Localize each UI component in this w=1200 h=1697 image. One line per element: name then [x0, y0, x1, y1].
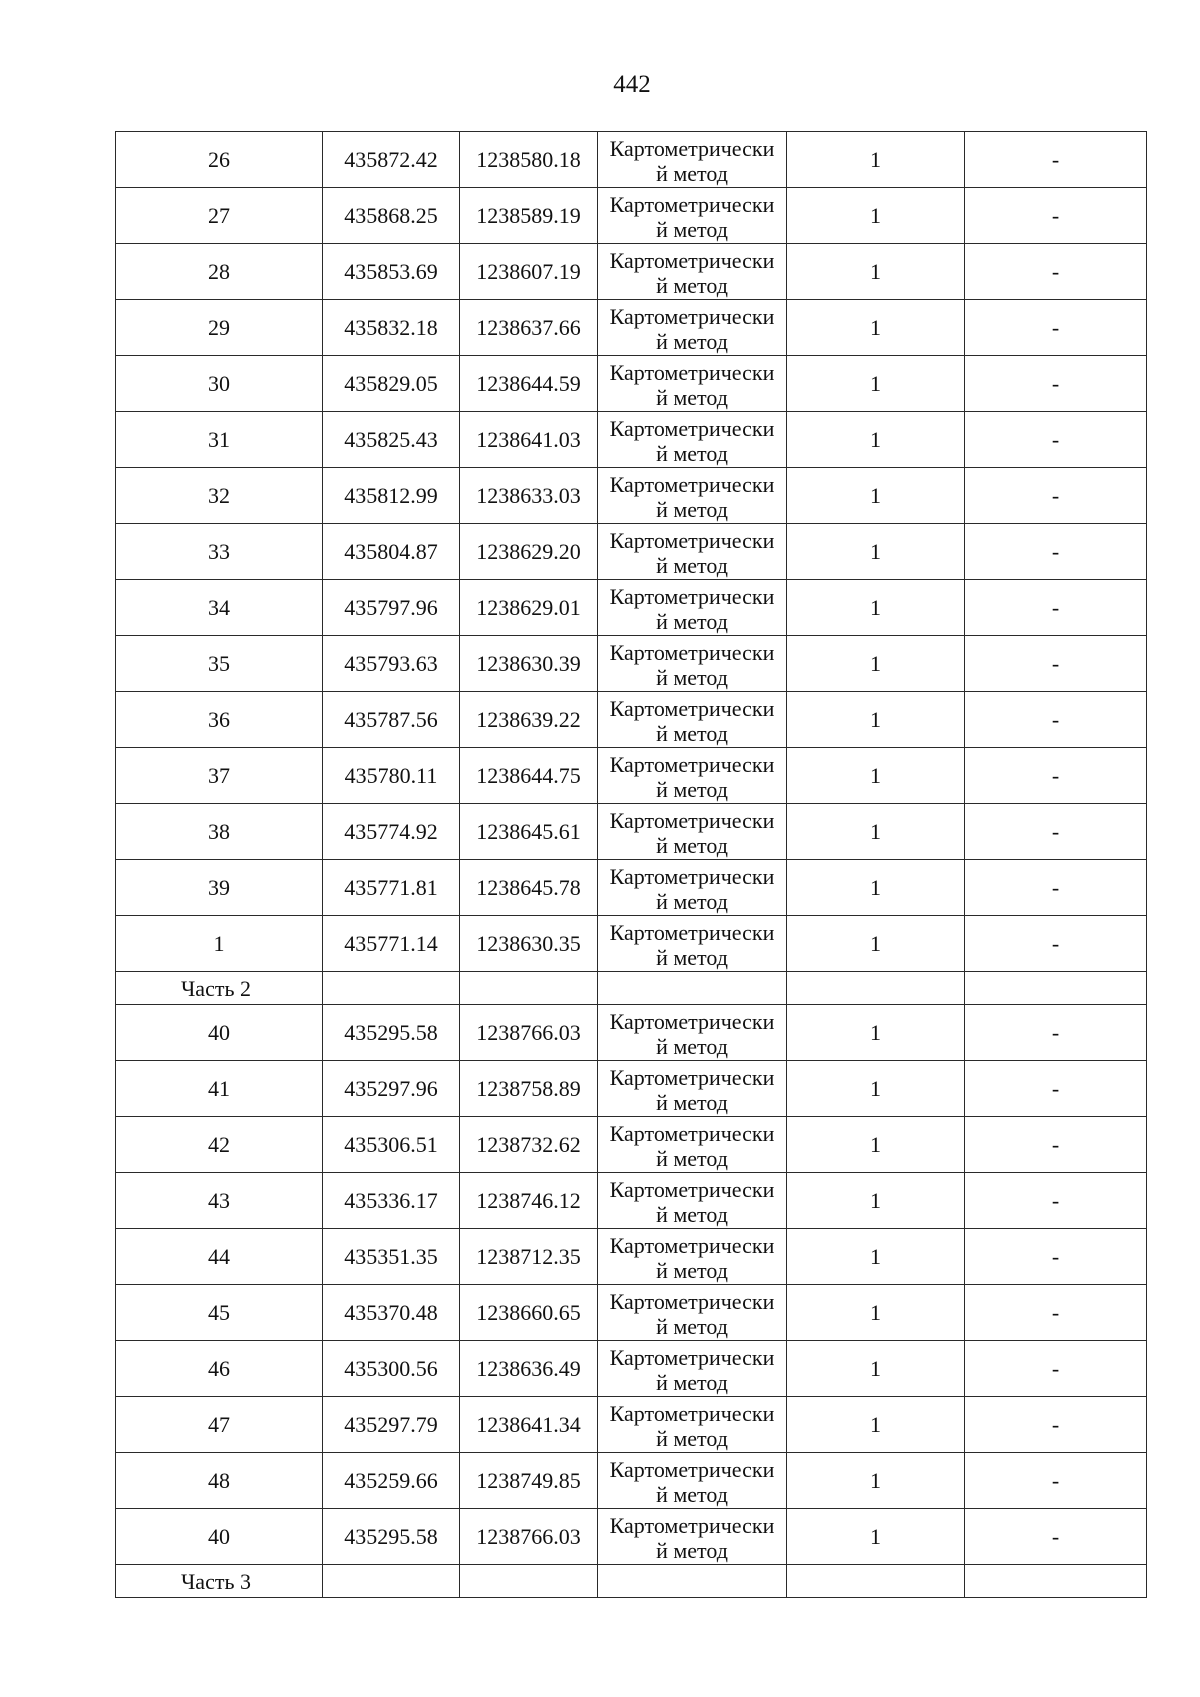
point-number-cell: 47	[116, 1397, 323, 1453]
method-line-2: й метод	[656, 496, 728, 522]
method-cell	[598, 636, 787, 692]
part-header-row	[116, 972, 1147, 1005]
accuracy-cell: 1	[787, 132, 965, 188]
y-coordinate-cell: 1238645.78	[460, 860, 598, 916]
accuracy-cell: 1	[787, 1285, 965, 1341]
method-line-1: Картометрически	[609, 863, 775, 889]
method-line-2: й метод	[656, 216, 728, 242]
empty-cell	[598, 972, 787, 1005]
accuracy-cell: 1	[787, 748, 965, 804]
point-number-cell: 44	[116, 1229, 323, 1285]
note-cell: -	[965, 300, 1147, 356]
page-number: 442	[613, 71, 651, 98]
accuracy-cell: 1	[787, 356, 965, 412]
x-coordinate-cell: 435793.63	[323, 636, 460, 692]
note-cell: -	[965, 1341, 1147, 1397]
y-coordinate-cell: 1238749.85	[460, 1453, 598, 1509]
y-coordinate-cell: 1238629.20	[460, 524, 598, 580]
table-row	[116, 1173, 1147, 1229]
table-row	[116, 748, 1147, 804]
accuracy-cell: 1	[787, 692, 965, 748]
table-row	[116, 1061, 1147, 1117]
y-coordinate-cell: 1238746.12	[460, 1173, 598, 1229]
method-line-1: Картометрически	[609, 471, 775, 497]
method-cell	[598, 356, 787, 412]
method-line-1: Картометрически	[609, 1456, 775, 1482]
method-line-1: Картометрически	[609, 1008, 775, 1034]
table-row	[116, 1229, 1147, 1285]
method-cell	[598, 860, 787, 916]
accuracy-cell: 1	[787, 244, 965, 300]
accuracy-cell: 1	[787, 1061, 965, 1117]
method-cell	[598, 1061, 787, 1117]
method-line-2: й метод	[656, 1369, 728, 1395]
method-cell	[598, 804, 787, 860]
method-line-2: й метод	[656, 440, 728, 466]
note-cell: -	[965, 468, 1147, 524]
note-cell: -	[965, 1061, 1147, 1117]
point-number-cell: 45	[116, 1285, 323, 1341]
y-coordinate-cell: 1238629.01	[460, 580, 598, 636]
accuracy-cell: 1	[787, 1397, 965, 1453]
part-header-row	[116, 1565, 1147, 1598]
method-line-1: Картометрически	[609, 1400, 775, 1426]
note-cell: -	[965, 1117, 1147, 1173]
x-coordinate-cell: 435832.18	[323, 300, 460, 356]
x-coordinate-cell: 435259.66	[323, 1453, 460, 1509]
table-row	[116, 1509, 1147, 1565]
method-cell	[598, 412, 787, 468]
method-line-1: Картометрически	[609, 583, 775, 609]
accuracy-cell: 1	[787, 1453, 965, 1509]
table-row	[116, 356, 1147, 412]
note-cell: -	[965, 412, 1147, 468]
note-cell: -	[965, 524, 1147, 580]
x-coordinate-cell: 435797.96	[323, 580, 460, 636]
x-coordinate-cell: 435297.96	[323, 1061, 460, 1117]
method-line-1: Картометрически	[609, 919, 775, 945]
x-coordinate-cell: 435297.79	[323, 1397, 460, 1453]
note-cell: -	[965, 1285, 1147, 1341]
method-line-2: й метод	[656, 1313, 728, 1339]
note-cell: -	[965, 1173, 1147, 1229]
y-coordinate-cell: 1238633.03	[460, 468, 598, 524]
method-line-2: й метод	[656, 1201, 728, 1227]
empty-cell	[598, 1565, 787, 1598]
y-coordinate-cell: 1238630.39	[460, 636, 598, 692]
method-cell	[598, 300, 787, 356]
method-cell	[598, 1229, 787, 1285]
table-row	[116, 1117, 1147, 1173]
note-cell: -	[965, 804, 1147, 860]
method-line-2: й метод	[656, 384, 728, 410]
point-number-cell: 37	[116, 748, 323, 804]
table-row	[116, 916, 1147, 972]
accuracy-cell: 1	[787, 804, 965, 860]
accuracy-cell: 1	[787, 1341, 965, 1397]
method-cell	[598, 916, 787, 972]
method-line-2: й метод	[656, 1481, 728, 1507]
accuracy-cell: 1	[787, 1117, 965, 1173]
accuracy-cell: 1	[787, 524, 965, 580]
method-cell	[598, 1173, 787, 1229]
method-line-2: й метод	[656, 1089, 728, 1115]
empty-cell	[460, 972, 598, 1005]
method-line-1: Картометрически	[609, 1512, 775, 1538]
y-coordinate-cell: 1238712.35	[460, 1229, 598, 1285]
point-number-cell: 36	[116, 692, 323, 748]
y-coordinate-cell: 1238641.03	[460, 412, 598, 468]
accuracy-cell: 1	[787, 188, 965, 244]
accuracy-cell: 1	[787, 1005, 965, 1061]
method-line-2: й метод	[656, 1425, 728, 1451]
note-cell: -	[965, 132, 1147, 188]
method-line-2: й метод	[656, 328, 728, 354]
note-cell: -	[965, 860, 1147, 916]
point-number-cell: 31	[116, 412, 323, 468]
point-number-cell: 40	[116, 1005, 323, 1061]
note-cell: -	[965, 1229, 1147, 1285]
y-coordinate-cell: 1238644.59	[460, 356, 598, 412]
method-cell	[598, 244, 787, 300]
method-cell	[598, 580, 787, 636]
accuracy-cell: 1	[787, 860, 965, 916]
y-coordinate-cell: 1238630.35	[460, 916, 598, 972]
method-line-2: й метод	[656, 832, 728, 858]
method-line-1: Картометрически	[609, 415, 775, 441]
x-coordinate-cell: 435336.17	[323, 1173, 460, 1229]
point-number-cell: 38	[116, 804, 323, 860]
accuracy-cell: 1	[787, 1173, 965, 1229]
method-cell	[598, 1453, 787, 1509]
note-cell: -	[965, 636, 1147, 692]
accuracy-cell: 1	[787, 1509, 965, 1565]
x-coordinate-cell: 435780.11	[323, 748, 460, 804]
method-line-2: й метод	[656, 272, 728, 298]
x-coordinate-cell: 435771.81	[323, 860, 460, 916]
method-line-1: Картометрически	[609, 527, 775, 553]
table-row	[116, 692, 1147, 748]
method-cell	[598, 692, 787, 748]
y-coordinate-cell: 1238732.62	[460, 1117, 598, 1173]
point-number-cell: 26	[116, 132, 323, 188]
x-coordinate-cell: 435295.58	[323, 1509, 460, 1565]
method-line-1: Картометрически	[609, 359, 775, 385]
table-row	[116, 1453, 1147, 1509]
y-coordinate-cell: 1238580.18	[460, 132, 598, 188]
y-coordinate-cell: 1238607.19	[460, 244, 598, 300]
table-row	[116, 580, 1147, 636]
y-coordinate-cell: 1238639.22	[460, 692, 598, 748]
table-row	[116, 300, 1147, 356]
accuracy-cell: 1	[787, 412, 965, 468]
point-number-cell: 30	[116, 356, 323, 412]
method-line-2: й метод	[656, 888, 728, 914]
method-line-1: Картометрически	[609, 1288, 775, 1314]
empty-cell	[787, 1565, 965, 1598]
note-cell: -	[965, 1005, 1147, 1061]
y-coordinate-cell: 1238589.19	[460, 188, 598, 244]
y-coordinate-cell: 1238766.03	[460, 1005, 598, 1061]
method-line-1: Картометрически	[609, 303, 775, 329]
empty-cell	[460, 1565, 598, 1598]
note-cell: -	[965, 356, 1147, 412]
y-coordinate-cell: 1238758.89	[460, 1061, 598, 1117]
y-coordinate-cell: 1238644.75	[460, 748, 598, 804]
method-cell	[598, 132, 787, 188]
table-row	[116, 1397, 1147, 1453]
table-row	[116, 524, 1147, 580]
point-number-cell: 1	[116, 916, 323, 972]
method-line-1: Картометрически	[609, 751, 775, 777]
x-coordinate-cell: 435774.92	[323, 804, 460, 860]
method-line-1: Картометрически	[609, 695, 775, 721]
table-row	[116, 468, 1147, 524]
point-number-cell: 46	[116, 1341, 323, 1397]
method-line-2: й метод	[656, 720, 728, 746]
note-cell: -	[965, 1509, 1147, 1565]
x-coordinate-cell: 435370.48	[323, 1285, 460, 1341]
note-cell: -	[965, 188, 1147, 244]
method-line-2: й метод	[656, 1145, 728, 1171]
method-line-1: Картометрически	[609, 1176, 775, 1202]
point-number-cell: 27	[116, 188, 323, 244]
note-cell: -	[965, 1453, 1147, 1509]
table-row	[116, 860, 1147, 916]
method-line-2: й метод	[656, 1033, 728, 1059]
table-row	[116, 244, 1147, 300]
point-number-cell: 33	[116, 524, 323, 580]
point-number-cell: 43	[116, 1173, 323, 1229]
point-number-cell: 40	[116, 1509, 323, 1565]
note-cell: -	[965, 692, 1147, 748]
method-cell	[598, 748, 787, 804]
x-coordinate-cell: 435829.05	[323, 356, 460, 412]
point-number-cell: 32	[116, 468, 323, 524]
method-line-1: Картометрически	[609, 807, 775, 833]
empty-cell	[787, 972, 965, 1005]
x-coordinate-cell: 435868.25	[323, 188, 460, 244]
note-cell: -	[965, 916, 1147, 972]
x-coordinate-cell: 435812.99	[323, 468, 460, 524]
method-line-2: й метод	[656, 1257, 728, 1283]
method-line-2: й метод	[656, 608, 728, 634]
note-cell: -	[965, 244, 1147, 300]
note-cell: -	[965, 748, 1147, 804]
method-line-2: й метод	[656, 664, 728, 690]
method-cell	[598, 468, 787, 524]
coordinates-table-body	[116, 132, 1147, 1598]
point-number-cell: 35	[116, 636, 323, 692]
y-coordinate-cell: 1238766.03	[460, 1509, 598, 1565]
coordinates-table	[115, 131, 1147, 1598]
method-cell	[598, 1285, 787, 1341]
x-coordinate-cell: 435872.42	[323, 132, 460, 188]
method-line-1: Картометрически	[609, 1232, 775, 1258]
accuracy-cell: 1	[787, 636, 965, 692]
empty-cell	[323, 1565, 460, 1598]
point-number-cell: 41	[116, 1061, 323, 1117]
x-coordinate-cell: 435295.58	[323, 1005, 460, 1061]
table-row	[116, 1285, 1147, 1341]
table-row	[116, 804, 1147, 860]
point-number-cell: 28	[116, 244, 323, 300]
note-cell: -	[965, 580, 1147, 636]
point-number-cell: 39	[116, 860, 323, 916]
point-number-cell: 29	[116, 300, 323, 356]
method-line-2: й метод	[656, 160, 728, 186]
accuracy-cell: 1	[787, 916, 965, 972]
method-line-1: Картометрически	[609, 247, 775, 273]
point-number-cell: 48	[116, 1453, 323, 1509]
x-coordinate-cell: 435787.56	[323, 692, 460, 748]
table-row	[116, 412, 1147, 468]
method-cell	[598, 188, 787, 244]
accuracy-cell: 1	[787, 1229, 965, 1285]
method-line-2: й метод	[656, 1537, 728, 1563]
empty-cell	[323, 972, 460, 1005]
y-coordinate-cell: 1238645.61	[460, 804, 598, 860]
point-number-cell: 42	[116, 1117, 323, 1173]
method-line-2: й метод	[656, 552, 728, 578]
y-coordinate-cell: 1238637.66	[460, 300, 598, 356]
x-coordinate-cell: 435300.56	[323, 1341, 460, 1397]
x-coordinate-cell: 435351.35	[323, 1229, 460, 1285]
table-row	[116, 188, 1147, 244]
table-row	[116, 132, 1147, 188]
table-row	[116, 636, 1147, 692]
table-row	[116, 1341, 1147, 1397]
method-cell	[598, 1397, 787, 1453]
x-coordinate-cell: 435825.43	[323, 412, 460, 468]
part-label: Часть 3	[116, 1565, 323, 1598]
empty-cell	[965, 1565, 1147, 1598]
method-line-1: Картометрически	[609, 639, 775, 665]
x-coordinate-cell: 435853.69	[323, 244, 460, 300]
method-line-1: Картометрически	[609, 1064, 775, 1090]
y-coordinate-cell: 1238641.34	[460, 1397, 598, 1453]
method-line-1: Картометрически	[609, 1120, 775, 1146]
method-line-2: й метод	[656, 776, 728, 802]
method-cell	[598, 1341, 787, 1397]
part-label: Часть 2	[116, 972, 323, 1005]
accuracy-cell: 1	[787, 300, 965, 356]
method-cell	[598, 1005, 787, 1061]
x-coordinate-cell: 435771.14	[323, 916, 460, 972]
table-row	[116, 1005, 1147, 1061]
method-cell	[598, 1509, 787, 1565]
method-line-2: й метод	[656, 944, 728, 970]
method-line-1: Картометрически	[609, 191, 775, 217]
y-coordinate-cell: 1238660.65	[460, 1285, 598, 1341]
x-coordinate-cell: 435306.51	[323, 1117, 460, 1173]
method-cell	[598, 1117, 787, 1173]
y-coordinate-cell: 1238636.49	[460, 1341, 598, 1397]
note-cell: -	[965, 1397, 1147, 1453]
method-line-1: Картометрически	[609, 1344, 775, 1370]
method-line-1: Картометрически	[609, 135, 775, 161]
point-number-cell: 34	[116, 580, 323, 636]
method-cell	[598, 524, 787, 580]
empty-cell	[965, 972, 1147, 1005]
accuracy-cell: 1	[787, 468, 965, 524]
x-coordinate-cell: 435804.87	[323, 524, 460, 580]
accuracy-cell: 1	[787, 580, 965, 636]
